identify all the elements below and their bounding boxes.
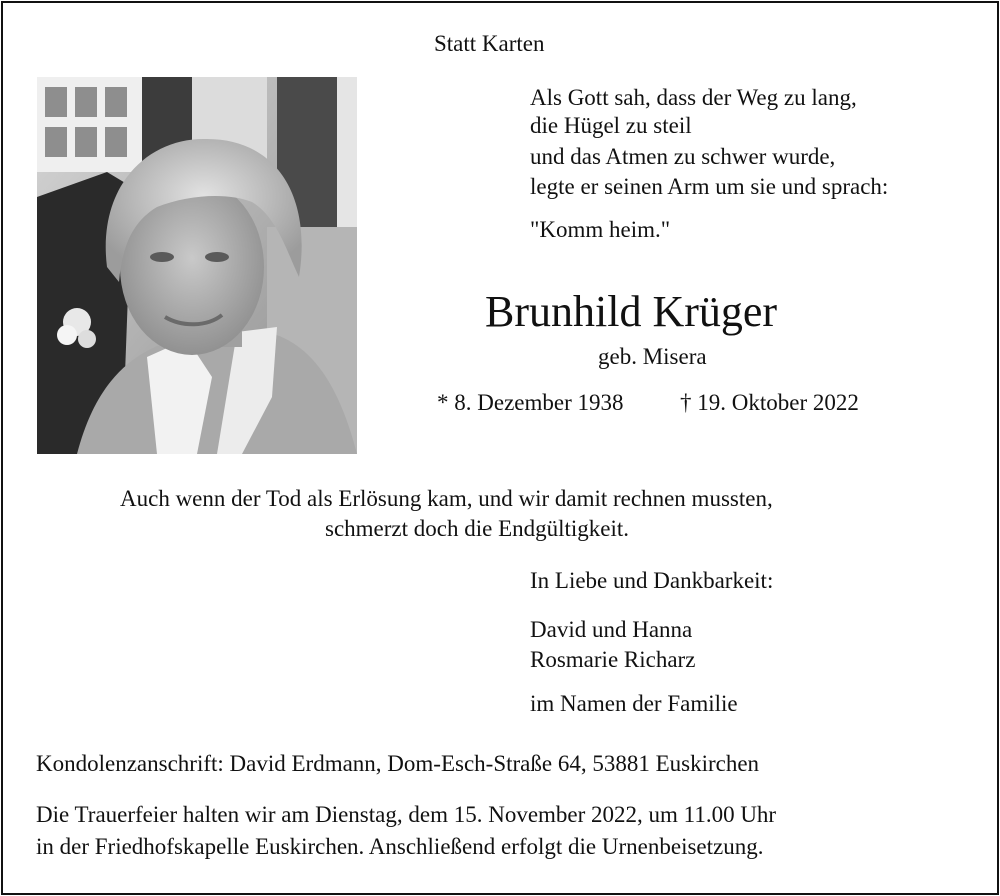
message-line: Auch wenn der Tod als Erlösung kam, und wir damit rechnen mussten, xyxy=(120,486,773,511)
funeral-line: Die Trauerfeier halten wir am Dienstag, dem 15. November 2022, um 11.00 Uhr xyxy=(36,802,777,827)
deceased-name: Brunhild Krüger xyxy=(485,287,778,336)
poem-quote: "Komm heim." xyxy=(530,217,671,242)
birth-date: * 8. Dezember 1938 xyxy=(437,390,624,415)
maiden-name: geb. Misera xyxy=(598,344,707,369)
death-date: † 19. Oktober 2022 xyxy=(680,390,859,415)
funeral-line: in der Friedhofskapelle Euskirchen. Anschließend erfolgt die Urnenbeisetzung. xyxy=(36,834,764,859)
statt-karten-label: Statt Karten xyxy=(434,31,545,56)
poem-line: und das Atmen zu schwer wurde, xyxy=(530,144,836,169)
signature-name: David und Hanna xyxy=(530,617,693,642)
message-line: schmerzt doch die Endgültigkeit. xyxy=(325,516,630,541)
signature-name: Rosmarie Richarz xyxy=(530,647,696,672)
signature-family: im Namen der Familie xyxy=(530,691,738,716)
poem-line: die Hügel zu steil xyxy=(530,113,692,138)
poem-line: Als Gott sah, dass der Weg zu lang, xyxy=(530,85,857,110)
signature-intro: In Liebe und Dankbarkeit: xyxy=(530,568,774,593)
condolence-address: Kondolenzanschrift: David Erdmann, Dom-Esch-Straße 64, 53881 Euskirchen xyxy=(36,751,760,776)
portrait-photo xyxy=(37,77,357,454)
poem-line: legte er seinen Arm um sie und sprach: xyxy=(530,174,889,199)
